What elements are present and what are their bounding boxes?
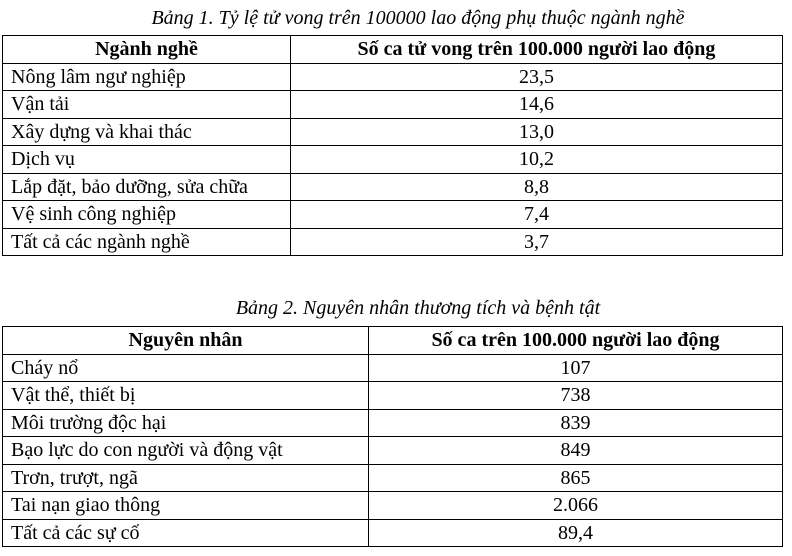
fatality-rate-cell: 7,4 <box>291 201 783 229</box>
table-row <box>3 464 783 492</box>
case-rate-cell: 865 <box>369 464 783 492</box>
fatality-rate-cell: 13,0 <box>291 118 783 146</box>
occupation-cell: Tất cả các ngành nghề <box>3 228 291 256</box>
occupation-cell: Nông lâm ngư nghiệp <box>3 63 291 91</box>
table1-header-occupation: Ngành nghề <box>3 36 291 64</box>
occupation-cell: Dịch vụ <box>3 146 291 174</box>
cause-cell: Cháy nổ <box>3 354 369 382</box>
table1-caption: Bảng 1. Tỷ lệ tử vong trên 100000 lao động phụ thuộc ngành nghề <box>151 7 685 29</box>
table-row <box>3 201 783 229</box>
cause-cell: Trơn, trượt, ngã <box>3 464 369 492</box>
table-row <box>3 228 783 256</box>
case-rate-cell: 89,4 <box>369 519 783 547</box>
table-row <box>3 519 783 547</box>
table-row <box>3 437 783 465</box>
table-row <box>3 354 783 382</box>
table-row <box>3 91 783 119</box>
cause-cell: Bạo lực do con người và động vật <box>3 437 369 465</box>
table2-header-cause: Nguyên nhân <box>3 327 369 355</box>
cause-cell: Tất cả các sự cố <box>3 519 369 547</box>
table-row <box>3 382 783 410</box>
fatality-rate-cell: 10,2 <box>291 146 783 174</box>
fatality-rate-cell: 23,5 <box>291 63 783 91</box>
injury-cause-table <box>2 326 783 547</box>
table2-header-row <box>3 327 783 355</box>
occupation-fatality-table <box>2 35 783 256</box>
case-rate-cell: 107 <box>369 354 783 382</box>
table-row <box>3 118 783 146</box>
occupation-cell: Xây dựng và khai thác <box>3 118 291 146</box>
case-rate-cell: 738 <box>369 382 783 410</box>
fatality-rate-cell: 8,8 <box>291 173 783 201</box>
occupation-cell: Vệ sinh công nghiệp <box>3 201 291 229</box>
table2-header-case-rate: Số ca trên 100.000 người lao động <box>369 327 783 355</box>
cause-cell: Môi trường độc hại <box>3 409 369 437</box>
case-rate-cell: 839 <box>369 409 783 437</box>
table-row <box>3 409 783 437</box>
table-row <box>3 492 783 520</box>
table-row <box>3 63 783 91</box>
case-rate-cell: 849 <box>369 437 783 465</box>
fatality-rate-cell: 3,7 <box>291 228 783 256</box>
table1-header-fatality-rate: Số ca tử vong trên 100.000 người lao động <box>291 36 783 64</box>
cause-cell: Tai nạn giao thông <box>3 492 369 520</box>
table1-header-row <box>3 36 783 64</box>
table-row <box>3 173 783 201</box>
fatality-rate-cell: 14,6 <box>291 91 783 119</box>
occupation-cell: Vận tải <box>3 91 291 119</box>
occupation-cell: Lắp đặt, bảo dưỡng, sửa chữa <box>3 173 291 201</box>
table2-caption: Bảng 2. Nguyên nhân thương tích và bệnh tật <box>235 297 601 319</box>
cause-cell: Vật thể, thiết bị <box>3 382 369 410</box>
case-rate-cell: 2.066 <box>369 492 783 520</box>
table-row <box>3 146 783 174</box>
